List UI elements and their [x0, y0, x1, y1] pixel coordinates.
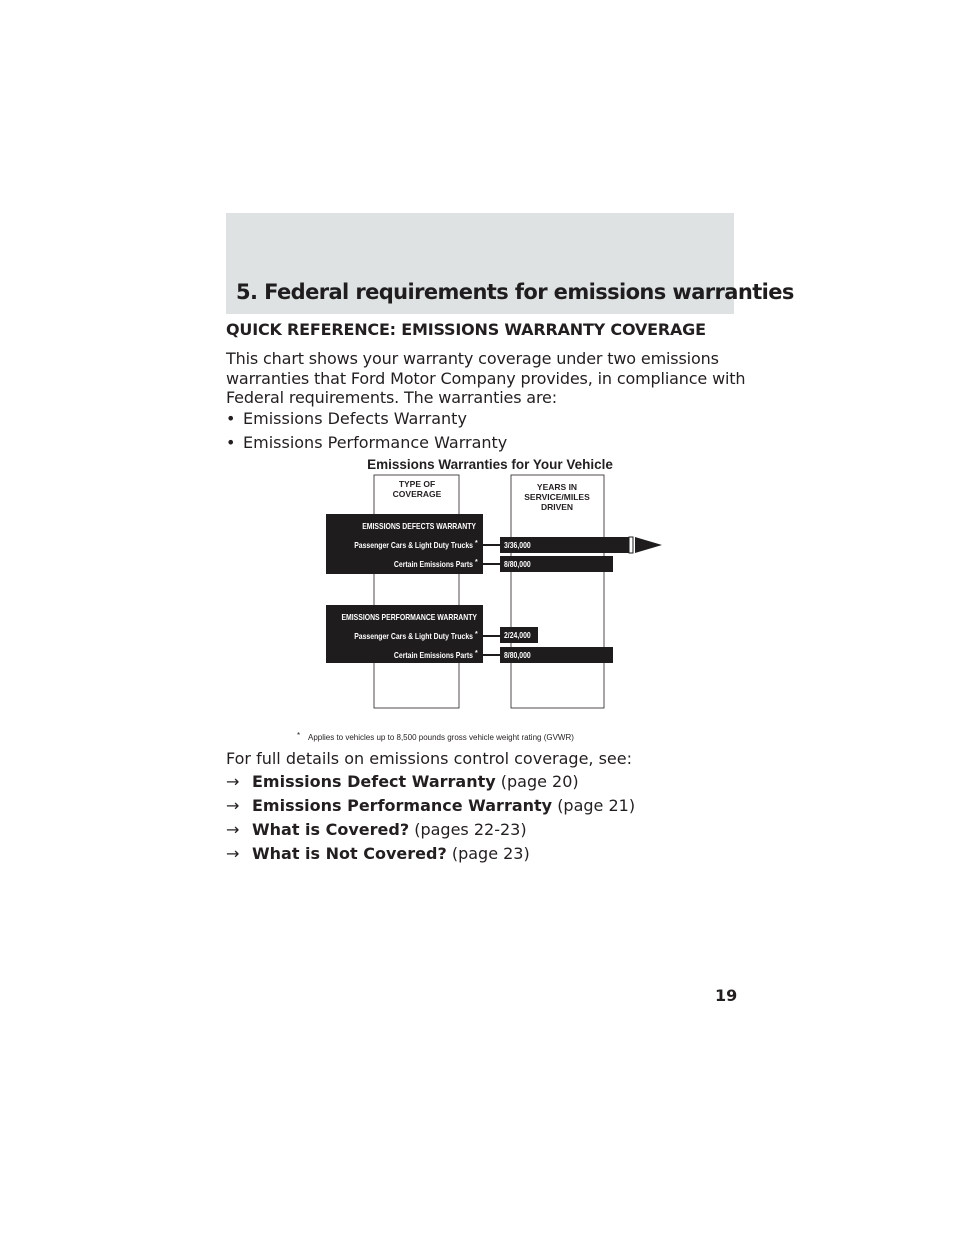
page-number: 19	[715, 986, 738, 1005]
arrow-right-icon: →	[226, 844, 240, 863]
reference-page: (page 23)	[451, 844, 530, 863]
performance-row-label: Passenger Cars & Light Duty Trucks	[354, 631, 473, 642]
reference-title: Emissions Performance Warranty	[252, 796, 553, 815]
footnote-marker: *	[475, 559, 478, 566]
defects-row-label: Certain Emissions Parts	[393, 559, 473, 570]
defects-row-label: Passenger Cars & Light Duty Trucks	[354, 540, 473, 551]
figure-title: Emissions Warranties for Your Vehicle	[367, 457, 613, 472]
footnote-marker: *	[475, 650, 478, 657]
reference-page: (pages 22-23)	[414, 820, 527, 839]
bullet-icon: •	[226, 433, 236, 452]
column-header-right-line: SERVICE/MILES	[524, 492, 590, 502]
coverage-value: 8/80,000	[503, 559, 531, 570]
arrow-right-icon: →	[226, 820, 240, 839]
bar-break	[629, 537, 633, 553]
bullet-icon: •	[226, 409, 236, 428]
coverage-value: 2/24,000	[503, 630, 531, 641]
details-lead: For full details on emissions control coverage, see:	[226, 749, 632, 768]
reference-link[interactable]	[226, 795, 635, 819]
footnote-marker: *	[475, 540, 478, 547]
reference-title: Emissions Defect Warranty	[252, 772, 496, 791]
column-header-left-line: TYPE OF	[398, 479, 436, 489]
performance-warranty-title: EMISSIONS PERFORMANCE WARRANTY	[341, 612, 477, 623]
performance-row-label: Certain Emissions Parts	[393, 650, 473, 661]
reference-title: What is Not Covered?	[252, 844, 447, 863]
coverage-value: 3/36,000	[503, 540, 531, 551]
defects-warranty-title: EMISSIONS DEFECTS WARRANTY	[362, 521, 476, 532]
reference-link[interactable]	[226, 843, 635, 867]
figure-footnote: Applies to vehicles up to 8,500 pounds gross vehicle weight rating (GVWR)	[308, 733, 574, 742]
reference-link[interactable]	[226, 771, 635, 795]
column-header-right-line: YEARS IN	[536, 482, 578, 492]
footnote-marker: *	[297, 731, 301, 740]
reference-link[interactable]	[226, 819, 635, 843]
section-heading: QUICK REFERENCE: EMISSIONS WARRANTY COVERAGE	[226, 320, 706, 339]
chapter-title: 5. Federal requirements for emissions warranties	[236, 280, 794, 304]
coverage-value: 8/80,000	[503, 650, 531, 661]
column-header-left-line: COVERAGE	[392, 489, 442, 499]
reference-title: What is Covered?	[252, 820, 410, 839]
arrow-right-icon: →	[226, 772, 240, 791]
intro-paragraph: This chart shows your warranty coverage under two emissions warranties that Ford Motor Company provides, in compliance with Federal requirements. The warranties are:	[226, 349, 746, 407]
reference-list	[226, 771, 635, 867]
footnote-marker: *	[475, 631, 478, 638]
coverage-column-frame	[374, 475, 459, 708]
arrow-right-icon: →	[226, 796, 240, 815]
column-header-right-line: DRIVEN	[540, 502, 574, 512]
reference-page: (page 21)	[557, 796, 636, 815]
arrow-right-icon	[635, 537, 662, 553]
list-item-label: Emissions Performance Warranty	[243, 433, 508, 452]
list-item-label: Emissions Defects Warranty	[243, 409, 467, 428]
reference-page: (page 20)	[500, 772, 579, 791]
